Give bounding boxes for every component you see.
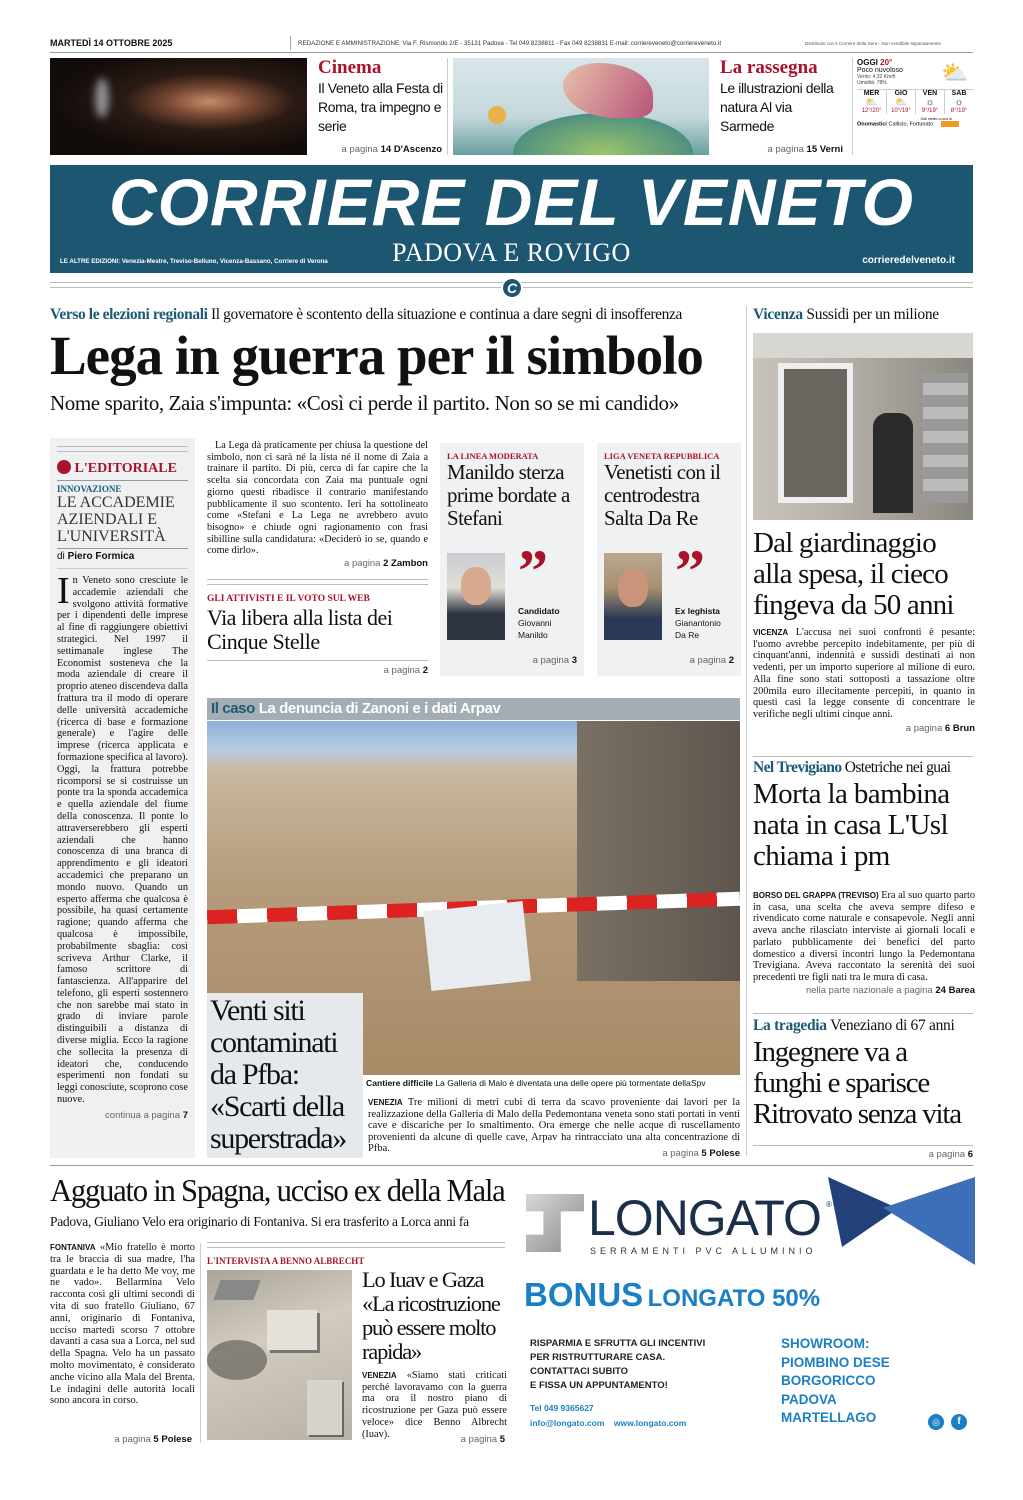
body-text: Tre milioni di metri cubi di terra da scavo proveniente dai lavori per la realizzazione della Galleria di Malo della Pedemontana veneta sono stati portati in venti cave e discariche per lo smaltimento. Ora emerge che nelle acque di ruscellamento provenienti da alcune di quelle cave, Arpav ha rintracciato una alta concentrazione di Pfba. (368, 1097, 740, 1155)
ref-author: Polese (709, 1148, 740, 1159)
by-label: di (57, 551, 65, 562)
spagna-headline[interactable]: Agguato in Spagna, ucciso ex della Mala (50, 1172, 505, 1208)
teaser-kicker: Cinema (318, 57, 382, 78)
editorial-byline (57, 548, 188, 562)
editorial-header (57, 460, 188, 477)
building-shape (213, 1280, 260, 1300)
triangle-shape (883, 1177, 975, 1265)
ref-prefix: a pagina (689, 655, 727, 666)
ref-page: 14 (380, 144, 392, 155)
sun-icon: ☼ (954, 97, 964, 108)
ad-tagline: SERRAMENTI PVC ALLUMINIO (590, 1246, 817, 1256)
partly-cloudy-icon: ⛅ (941, 60, 969, 85)
day-label: GIO (894, 90, 908, 97)
ref-page: 2 (383, 558, 389, 569)
day-label: SAB (951, 90, 967, 97)
longato-brand: LONGATO (588, 1190, 821, 1246)
article-body (753, 627, 975, 721)
divider (753, 1013, 973, 1014)
longato-ad[interactable] (518, 1172, 975, 1444)
ad-line: E FISSA UN APPUNTAMENTO! (530, 1380, 668, 1391)
notice-sign (423, 901, 531, 991)
lead-kicker (50, 306, 682, 324)
partly-cloudy-icon: ⛅ (865, 97, 878, 108)
showroom-label: SHOWROOM: (781, 1336, 870, 1351)
manildo-photo (447, 553, 505, 640)
article-body (753, 890, 975, 984)
person-shape (873, 413, 913, 513)
divider (290, 36, 291, 50)
m5s-headline: Via libera alla lista dei Cinque Stelle (207, 605, 393, 654)
ref-prefix: continua a pagina (105, 1109, 181, 1121)
article-cieco[interactable] (753, 528, 975, 734)
ref-author: Brun (952, 722, 975, 734)
day-label: VEN (922, 90, 938, 97)
forecast-day (915, 90, 944, 114)
author: Piero Formica (67, 551, 135, 562)
bonus-word: BONUS (524, 1276, 644, 1313)
article-ref (753, 985, 975, 996)
article-headline: Morta la bambina nata in casa L'Usl chiama i pm (753, 778, 950, 872)
onomastici-names: Callisto, Fortunato (888, 121, 934, 128)
kicker-text: Il governatore è scontento della situazione e continua a dare segni di insofferenza (211, 306, 682, 323)
pixelated-area (923, 373, 968, 503)
ref-prefix: a pagina (341, 144, 378, 155)
editorial-text (57, 570, 188, 1106)
door-shape (778, 363, 853, 503)
gaza-render[interactable] (207, 1270, 352, 1440)
m5s-kicker: GLI ATTIVISTI E IL VOTO SUL WEB (207, 594, 370, 604)
day-temps: 10°/19° (891, 108, 911, 114)
ref-prefix: a pagina (383, 665, 421, 676)
forecast-row (857, 89, 974, 117)
rassegna-illustration[interactable] (453, 58, 709, 155)
bonus-headline (524, 1276, 820, 1314)
quote-icon: ” (518, 538, 548, 604)
wall-shape (577, 721, 740, 981)
teaser-title: Le illustrazioni della natura Al via Sarmede (720, 80, 834, 134)
sun-icon: ☼ (925, 97, 935, 108)
building-shape (267, 1310, 317, 1350)
lead-ref (207, 558, 428, 569)
article-ingegnere[interactable] (753, 1017, 975, 1130)
intervista-kicker: L'INTERVISTA A BENNO ALBRECHT (207, 1256, 365, 1266)
ad-line: RISPARMIA E SFRUTTA GLI INCENTIVI (530, 1338, 706, 1349)
divider (746, 306, 747, 1156)
caption-text: La Galleria di Malo è diventata una delle opere più tormentate dellaSpv (435, 1078, 706, 1088)
caso-label: Il caso (211, 700, 255, 717)
ref-prefix: a pagina (928, 1149, 966, 1160)
ref-author: Polese (161, 1434, 192, 1445)
ad-line: CONTATTACI SUBITO (530, 1366, 628, 1377)
divider (50, 1165, 973, 1166)
lead-body: La Lega dà praticamente per chiusa la questione del simbolo, non ci sarà né la lista né il nome di Zaia a trainare il partito. Di più, cerca di far capire che la scelta sia concordata con Zaia ma puntuale ogni giorno questi ribadisce il contrario manifestando pubblicamente il suo scontento. Ieri ha sottolineato come «Stefani e La Lega ne avrebbero avuto bisogno» e chiude ogni ragionamento con frasi sibilline sulla candidatura: «Deciderò io se, quando e come dirlo». (207, 440, 428, 557)
box-headline: Venetisti con il centrodestra Salta Da Re (604, 460, 721, 530)
ref-page: 2 (728, 655, 734, 666)
caso-ref (368, 1148, 740, 1159)
right-kicker (753, 306, 939, 324)
crater-shape (207, 1340, 267, 1380)
leaf-shape (563, 63, 653, 118)
tree-shape (488, 106, 506, 124)
location: VENEZIA (368, 1098, 403, 1107)
showroom-item: BORGORICCO (781, 1373, 876, 1388)
kicker-label: Nel Trevigiano (753, 759, 842, 776)
forecast-day (857, 90, 886, 114)
ref-prefix: a pagina (460, 1434, 498, 1445)
ref-page: 5 (153, 1434, 159, 1445)
ad-copy (530, 1337, 705, 1393)
divider (57, 446, 188, 452)
editorial-kicker: INNOVAZIONE (57, 484, 122, 494)
kicker-label: Vicenza (753, 306, 803, 323)
editorial-column (50, 438, 195, 1158)
website-link[interactable]: corrieredelveneto.it (862, 255, 955, 266)
intervista-ref (362, 1434, 505, 1445)
spagna-subhead: Padova, Giuliano Velo era originario di Fontaniva. Si era trasferito a Lorca anni fa (50, 1214, 469, 1229)
ad-phone[interactable]: Tel 049 9365627 (530, 1403, 594, 1413)
kicker-label: Verso le elezioni regionali (50, 306, 208, 323)
ref-author: Zambon (391, 558, 428, 569)
ceiling-shape (753, 333, 973, 358)
teaser-ref (720, 144, 843, 155)
spagna-ref (50, 1434, 192, 1445)
article-bambina[interactable] (753, 759, 975, 996)
partly-cloudy-icon: ⛅ (894, 97, 908, 108)
light-blur (95, 78, 109, 118)
ad-triangles (828, 1177, 975, 1265)
ref-prefix: a pagina (905, 722, 943, 734)
sponsor-logo (941, 121, 959, 127)
other-editions: LE ALTRE EDIZIONI: Venezia-Mestre, Treviso-Belluno, Vicenza-Bassano, Corriere di Verona (60, 258, 328, 265)
article-ref (753, 1149, 973, 1160)
weather-condition: Poco nuvoloso (857, 67, 903, 74)
weather-box (852, 58, 974, 155)
ref-page: 6 (967, 1149, 973, 1160)
showroom-list (781, 1335, 890, 1428)
ref-prefix: a pagina (344, 558, 381, 569)
article-kicker (753, 1017, 954, 1035)
teaser-cinema[interactable] (318, 57, 443, 136)
registered-mark: ® (826, 1200, 832, 1209)
ad-line: PER RISTRUTTURARE CASA. (530, 1352, 666, 1363)
bonus-rest: LONGATO 50% (647, 1285, 821, 1312)
divider (207, 1242, 505, 1248)
weather-humidity: Umidità: 78% (857, 80, 887, 86)
ref-prefix: nella parte nazionale a pagina (805, 984, 933, 996)
intervista-headline[interactable]: Lo Iuav e Gaza «La ricostruzione può essere molto rapida» (362, 1267, 500, 1364)
divider (50, 52, 973, 53)
ref-page: 6 (944, 722, 951, 734)
hill-shape (513, 113, 693, 155)
box-dare[interactable] (597, 443, 741, 676)
body-text: Era al suo quarto parto in casa, una scelta che aveva sempre difeso e rivendicato come naturale e consapevole. Negli anni aveva anche rilasciato interviste ai giornali locali e parlato pubblicamente dei benefici del parto domestico a diversi incontri lungo la Pedemontana Trevigiana. Aveva raccontato la serenità dei suoi precedenti tre figli nati tra le mura di casa. (753, 890, 976, 983)
spagna-body (50, 1242, 195, 1407)
cinema-photo[interactable] (50, 58, 307, 155)
box-manildo[interactable] (440, 443, 584, 676)
divider (57, 480, 188, 481)
caso-body (368, 1097, 740, 1155)
logo-c-icon: C (501, 277, 523, 299)
person-role: Candidato (518, 606, 560, 616)
ref-page: 15 (806, 144, 818, 155)
location: FONTANIVA (50, 1243, 96, 1252)
kicker-text: Veneziano di 67 anni (830, 1017, 955, 1034)
distribution-note: Distribuito con il Corriere della Sera - Non vendibile separatamente (805, 41, 942, 46)
ref-prefix: a pagina (532, 655, 570, 666)
divider (200, 1243, 201, 1443)
lead-headline[interactable]: Lega in guerra per il simbolo (50, 325, 703, 386)
divider (207, 660, 428, 661)
ref-page: 7 (182, 1109, 188, 1121)
onomastici (857, 121, 974, 127)
face-shape (461, 567, 491, 605)
divider (753, 1145, 973, 1146)
editorial-icon (57, 460, 71, 474)
editorial-label: L'EDITORIALE (74, 461, 177, 476)
box-kicker: LIGA VENETA REPUBBLICA (604, 451, 720, 461)
caption-bold: Cantiere difficile (366, 1078, 433, 1088)
ref-page: 2 (422, 665, 428, 676)
person-name: Gianantonio Da Re (675, 618, 721, 640)
ref-prefix: a pagina (767, 144, 804, 155)
m5s-article[interactable] (207, 594, 428, 654)
body-text: «Mio fratello è morto tra le braccia di sua madre, l'ha guardata e le ha detto Me voy, me ne vado». Bellarmina Velo racconta così gli ultimi secondi di vita di suo fratello Giuliano, 67 anni, originario di Fontaniva, ucciso martedì scorso 7 ottobre davanti a casa sua a Lorca, nel sud della Spagna. Velo ha un passato molto movimentato, è considerato anche vicino alla Mala del Brenta. Le indagini delle autorità locali sono ancora in corso. (50, 1242, 195, 1407)
caso-title: La denuncia di Zanoni e i dati Arpav (258, 700, 501, 717)
showroom-item: PIOMBINO DESE (781, 1354, 890, 1370)
person-caption (675, 605, 730, 641)
vicenza-photo[interactable] (753, 333, 973, 520)
face-shape (618, 569, 648, 607)
today-label: OGGI (857, 58, 878, 67)
issue-date: MARTEDÌ 14 OTTOBRE 2025 (50, 38, 173, 48)
box-kicker: LA LINEA MODERATA (447, 451, 539, 461)
ref-prefix: a pagina (662, 1148, 699, 1159)
quote-icon: ” (675, 538, 705, 604)
day-temps: 12°/20° (861, 108, 882, 114)
teaser-ref (318, 144, 442, 155)
article-headline: Dal giardinaggio alla spesa, il cieco fingeva da 50 anni (753, 527, 954, 621)
kicker-label: La tragedia (753, 1017, 827, 1034)
teaser-kicker: La rassegna (720, 57, 818, 78)
article-headline: Ingegnere va a funghi e sparisce Ritrovato senza vita (753, 1036, 961, 1130)
today-temp: 20° (880, 58, 893, 67)
divider (57, 568, 188, 569)
ref-author: Barea (948, 984, 975, 996)
facebook-icon[interactable]: f (951, 1414, 967, 1430)
forecast-day (886, 90, 915, 114)
article-ref (753, 723, 975, 734)
person-role: Ex leghista (675, 606, 720, 616)
location: BORSO DEL GRAPPA (TREVISO) (753, 891, 879, 900)
ref-page: 24 (935, 984, 946, 996)
day-temps: 8°/19° (950, 108, 968, 114)
article-kicker (753, 759, 950, 777)
box-ref (533, 655, 577, 666)
divider (447, 58, 448, 155)
kicker-text: Sussidi per un milione (806, 306, 939, 323)
caso-bar (207, 698, 740, 720)
divider (753, 756, 973, 757)
longato-logo-icon (526, 1194, 584, 1252)
ref-page: 5 (701, 1148, 707, 1159)
m5s-ref (207, 665, 428, 676)
ref-author: D'Ascenzo (393, 144, 442, 155)
showroom-item: MARTELLAGO (781, 1410, 877, 1425)
weather-wind: Vento: 4,32 Km/h (857, 74, 896, 80)
ref-author: Verni (819, 144, 843, 155)
editorial-title[interactable]: LE ACCADEMIE AZIENDALI E L'UNIVERSITÀ (57, 494, 175, 545)
address-line: REDAZIONE E AMMINISTRAZIONE: Via F. Rismondo 2/E - 35131 Padova - Tel 049 8238811 - Fax 049 8238831 E-mail: corriereveneto@corriereveneto.it (298, 40, 722, 47)
person-name: Giovanni Manildo (518, 618, 552, 640)
person-caption (518, 605, 568, 641)
onomastici-label: Onomastici (857, 121, 887, 128)
body-text: «Siamo stati criticati perché lavoravamo con la guerra ma ora il nostro piano di ricostruzione per Gaza può essere veloce» dice Benno Albrecht (Iuav). (362, 1370, 508, 1440)
ad-website[interactable]: www.longato.com (613, 1418, 687, 1428)
editorial-ref (57, 1110, 188, 1121)
forecast-day (944, 90, 973, 114)
location: VENEZIA (362, 1371, 397, 1380)
teaser-title: Il Veneto alla Festa di Roma, tra impegno e serie (318, 80, 443, 134)
dropcap: I (57, 570, 70, 612)
newspaper-title[interactable]: CORRIERE DEL VENETO (108, 165, 915, 239)
building-shape (307, 1380, 342, 1435)
box-ref (690, 655, 734, 666)
body-text: L'accusa nei suoi confronti è pesante: l'uomo avrebbe percepito indebitamente, per più di cinquant'anni, indennità e sussidi destinati ai non vedenti, per un importo superiore al milione di euro. Alla fine sono stati sottoposti a tassazione oltre 200mila euro illecitamente percepiti, in quanto in questi casi la legge consente di concentrare le verifiche negli ultimi cinque anni. (753, 627, 976, 720)
masthead (50, 165, 973, 273)
ref-page: 3 (571, 655, 577, 666)
showroom-item: PADOVA (781, 1391, 837, 1407)
day-label: MER (863, 90, 880, 97)
intervista-body (362, 1370, 507, 1440)
location: VICENZA (753, 628, 789, 637)
ad-contacts (530, 1401, 686, 1431)
ad-email[interactable]: info@longato.com (530, 1418, 605, 1428)
instagram-icon[interactable]: ◎ (928, 1414, 944, 1430)
ref-page: 5 (499, 1434, 505, 1445)
photo-caption (366, 1078, 706, 1088)
lead-subhead: Nome sparito, Zaia s'impunta: «Così ci perde il partito. Non so se mi candido» (50, 391, 679, 415)
ref-prefix: a pagina (114, 1434, 151, 1445)
day-temps: 9°/19° (921, 108, 939, 114)
weather-sponsor: Dati meteo a cura di (920, 117, 952, 121)
edition-name: PADOVA E ROVIGO (392, 238, 631, 267)
teaser-rassegna[interactable] (720, 57, 848, 136)
caso-headline[interactable]: Venti siti contaminati da Pfba: «Scarti della superstrada» (207, 993, 363, 1158)
kicker-text: Ostetriche nei guai (844, 759, 951, 776)
triangle-shape (828, 1177, 898, 1247)
dare-photo (604, 553, 662, 640)
box-headline: Manildo sterza prime bordate a Stefani (447, 460, 570, 530)
editorial-body: n Veneto sono cresciute le accademie aziendali che svolgono attività formative per i dipendenti delle imprese al fine di raggiungere obiettivi strategici. Nel 1997 il settimanale inglese The Economist sosteneva che la moda aziendale di creare il proprio ateneo discendeva dalla frattura tra il modo di operare delle università accademiche (ricerca di base e formazione generale) e l'agire delle imprese (ricerca applicata e formazione specifica al lavoro). Oggi, la frattura potrebbe ricomporsi se si costruisse un ponte tra la sponda accademica e quella aziendale del fiume della conoscenza. Il ponte lo attraverserebbero gli esperti aziendali che hanno conoscenza di una branca di apprendimento e gli ideatori accademici che preparano un mondo nuovo. Quando un esperto afferma che qualcosa è possibile, ha quasi certamente ragione; quando afferma che qualcosa è impossibile, probabilmente sbaglia: così scriveva Arthur Clarke, il famoso scrittore di fantascienza. All'apparire del telefono, gli esperti sostennero che non sarebbe mai stato in grado di inviare parole distinguibili a distanza di diverse miglia. Ecco la ragione che sollecita la presenza di ideatori che, conducendo esperimenti non fondati su leggi conosciute, scoprono cose nuove. (57, 575, 188, 1106)
divider (207, 579, 428, 585)
